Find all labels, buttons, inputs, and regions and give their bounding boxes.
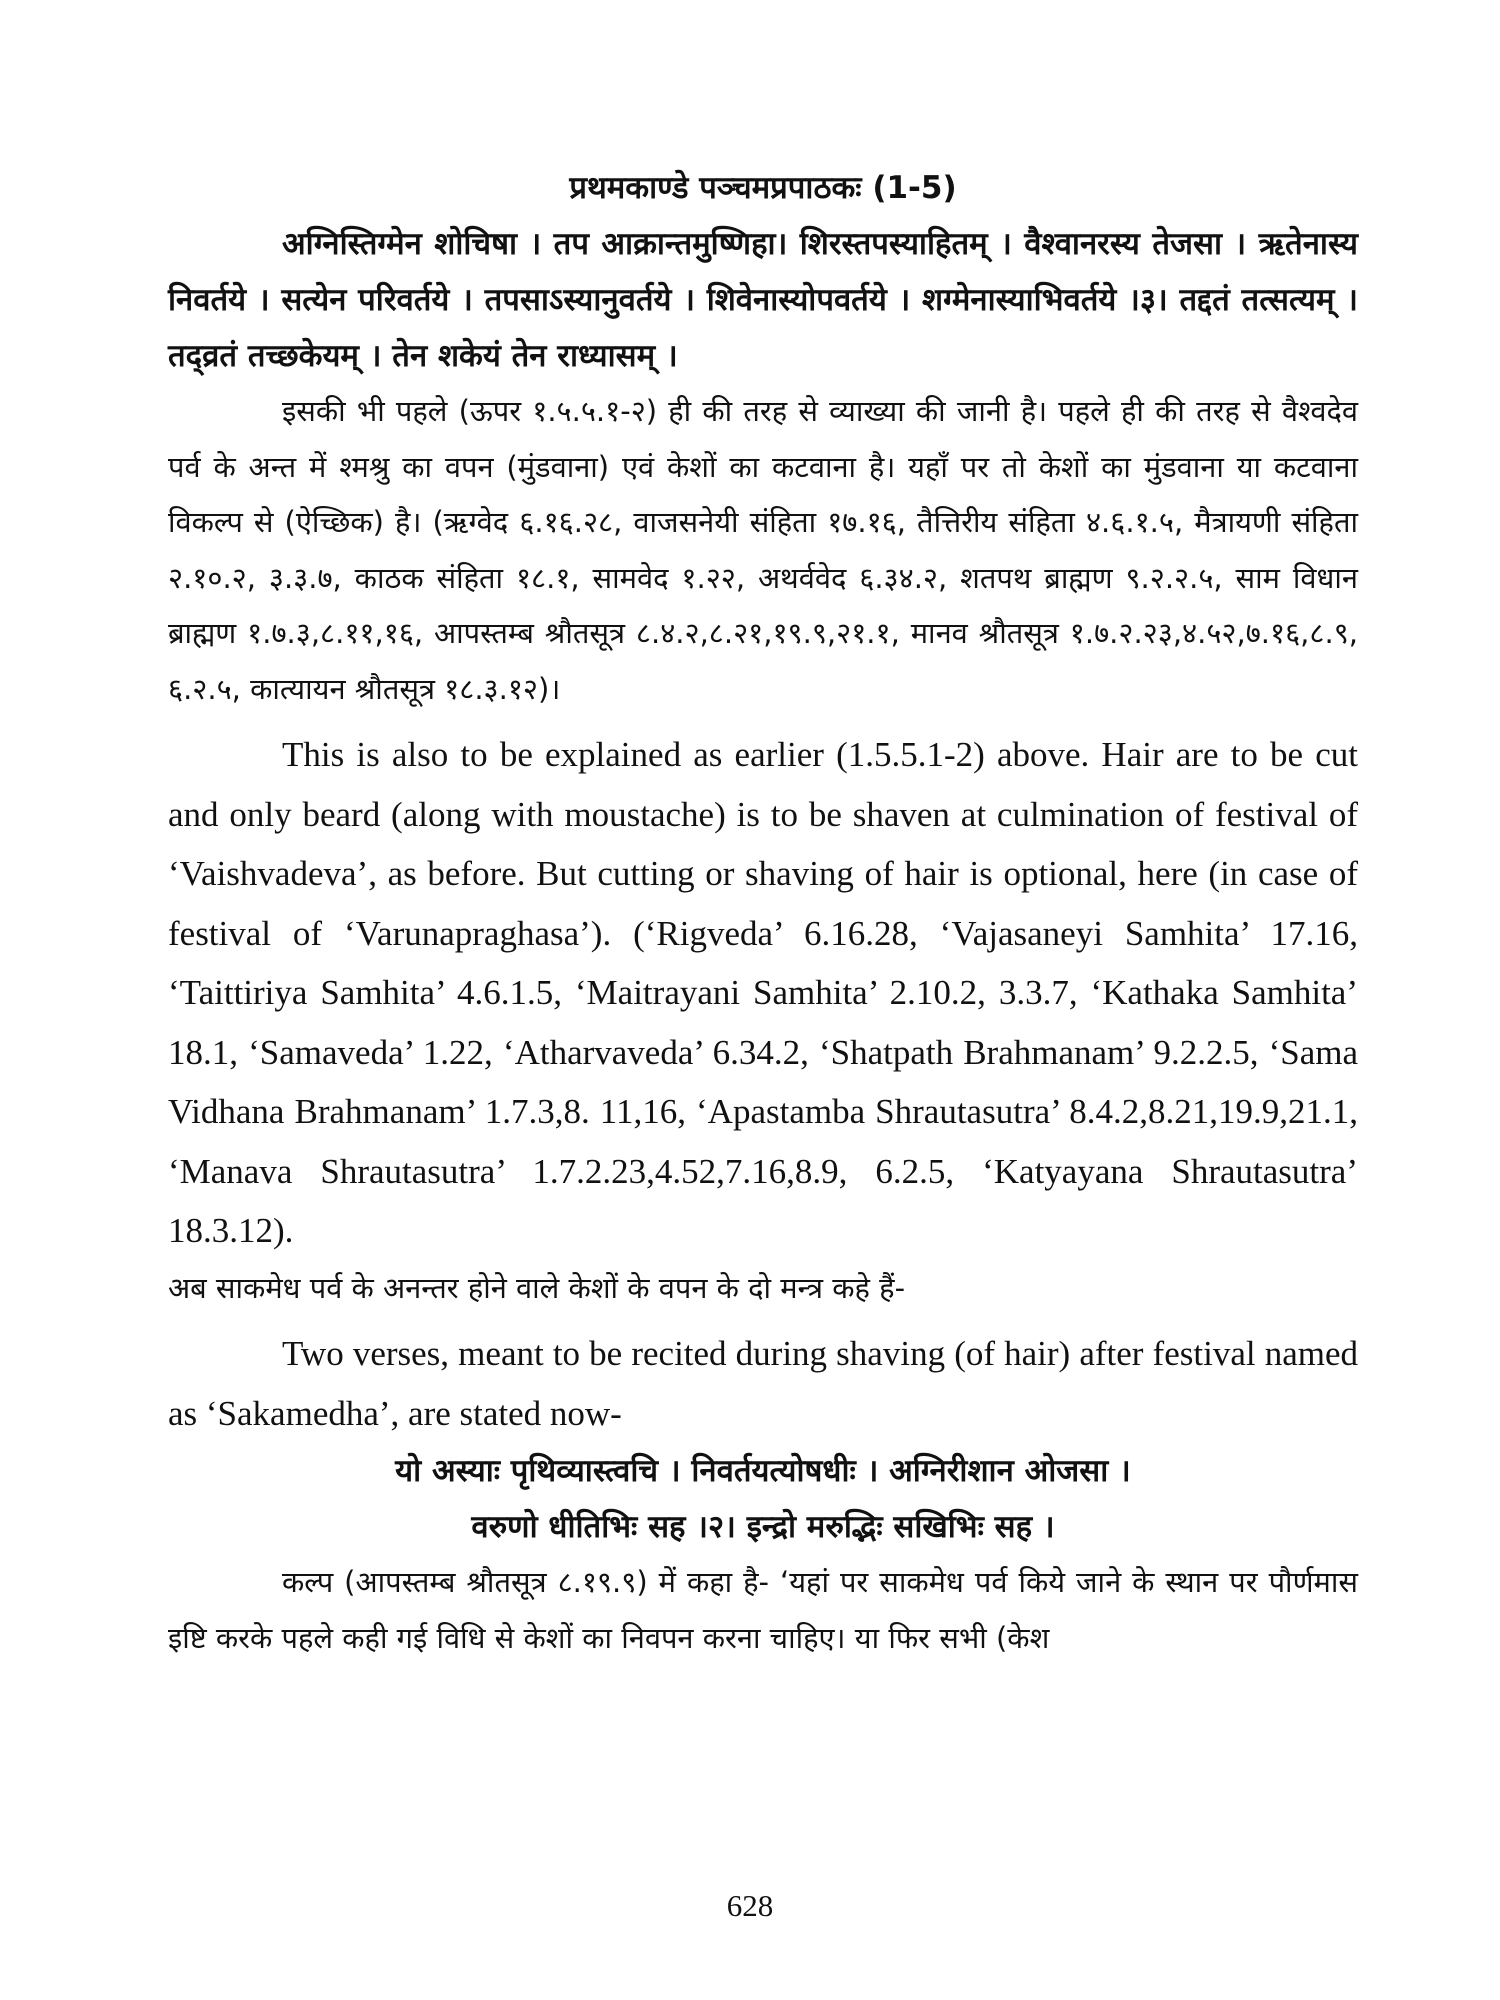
hindi-commentary-paragraph: इसकी भी पहले (ऊपर १.५.५.१-२) ही की तरह से व्याख्या की जानी है। पहले ही की तरह से वैश्वदेव पर्व के अन्त में श्मश्रु का वपन (मुंडवाना) एवं केशों का कटवाना है। यहाँ पर तो केशों का मुंडवाना या कटवाना विकल्प से (ऐच्छिक) है। (ऋग्वेद ६.१६.२८, वाजसनेयी संहिता १७.१६, तैत्तिरीय संहिता ४.६.१.५, मैत्रायणी संहिता २.१०.२, ३.३.७, काठक संहिता १८.१, सामवेद १.२२, अथर्ववेद ६.३४.२, शतपथ ब्राह्मण ९.२.२.५, साम विधान ब्राह्मण १.७.३,८.११,१६, आपस्तम्ब श्रौतसूत्र ८.४.२,८.२१,१९.९,२१.१, मानव श्रौतसूत्र १.७.२.२३,४.५२,७.१६,८.९, ६.२.५, कात्यायन श्रौतसूत्र १८.३.१२)।	[168, 394, 1358, 706]
page-number: 628	[726, 1888, 774, 1923]
sanskrit-mantra-line-1: यो अस्याः पृथिव्यास्त्वचि । निवर्तयत्योषधीः । अग्निरीशान ओजसा ।	[395, 1453, 1131, 1489]
page-content	[168, 160, 1358, 1666]
english-translation-paragraph: This is also to be explained as earlier (1.5.5.1-2) above. Hair are to be cut and only beard (along with moustache) is to be shaven at culmination of festival of ‘Vaishvadeva’, as before. But cutting or shaving of hair is optional, here (in case of festival of ‘Varunapraghasa’). (‘Rigveda’ 6.16.28, ‘Vajasaneyi Samhita’ 17.16, ‘Taittiriya Samhita’ 4.6.1.5, ‘Maitrayani Samhita’ 2.10.2, 3.3.7, ‘Kathaka Samhita’ 18.1, ‘Samaveda’ 1.22, ‘Atharvaveda’ 6.34.2, ‘Shatpath Brahmanam’ 9.2.2.5, ‘Sama Vidhana Brahmanam’ 1.7.3,8. 11,16, ‘Apastamba Shrautasutra’ 8.4.2,8.21,19.9,21.1, ‘Manava Shrautasutra’ 1.7.2.23,4.52,7.16,8.9, 6.2.5, ‘Katyayana Shrautasutra’ 18.3.12).	[168, 735, 1358, 1250]
sanskrit-mantra-line-2: वरुणो धीतिभिः सह ।२। इन्द्रो मरुद्भिः सखिभिः सह ।	[471, 1509, 1055, 1545]
english-intro-paragraph: Two verses, meant to be recited during shaving (of hair) after festival named as ‘Sakamedha’, are stated now-	[168, 1334, 1358, 1433]
sanskrit-mantra-block-1: अग्निस्तिग्मेन शोचिषा । तप आक्रान्तमुष्णिहा। शिरस्तपस्याहितम् । वैश्वानरस्य तेजसा । ऋतेनास्य निवर्तये । सत्येन परिवर्तये । तपसाऽस्यानुवर्तये । शिवेनास्योपवर्तये । शग्मेनास्याभिवर्तये ।३। तद्दतं तत्सत्यम् । तद्व्रतं तच्छकेयम् । तेन शकेयं तेन राध्यासम् ।	[168, 226, 1358, 374]
hindi-kalpa-paragraph: कल्प (आपस्तम्ब श्रौतसूत्र ८.१९.९) में कहा है- ‘यहां पर साकमेध पर्व किये जाने के स्थान पर पौर्णमास इष्टि करके पहले कही गई विधि से केशों का निवपन करना चाहिए। या फिर सभी (केश	[168, 1565, 1358, 1655]
hindi-intro-line: अब साकमेध पर्व के अनन्तर होने वाले केशों के वपन के दो मन्त्र कहे हैं-	[168, 1270, 906, 1305]
page-header: प्रथमकाण्डे पञ्चमप्रपाठकः (1-5)	[569, 170, 957, 206]
